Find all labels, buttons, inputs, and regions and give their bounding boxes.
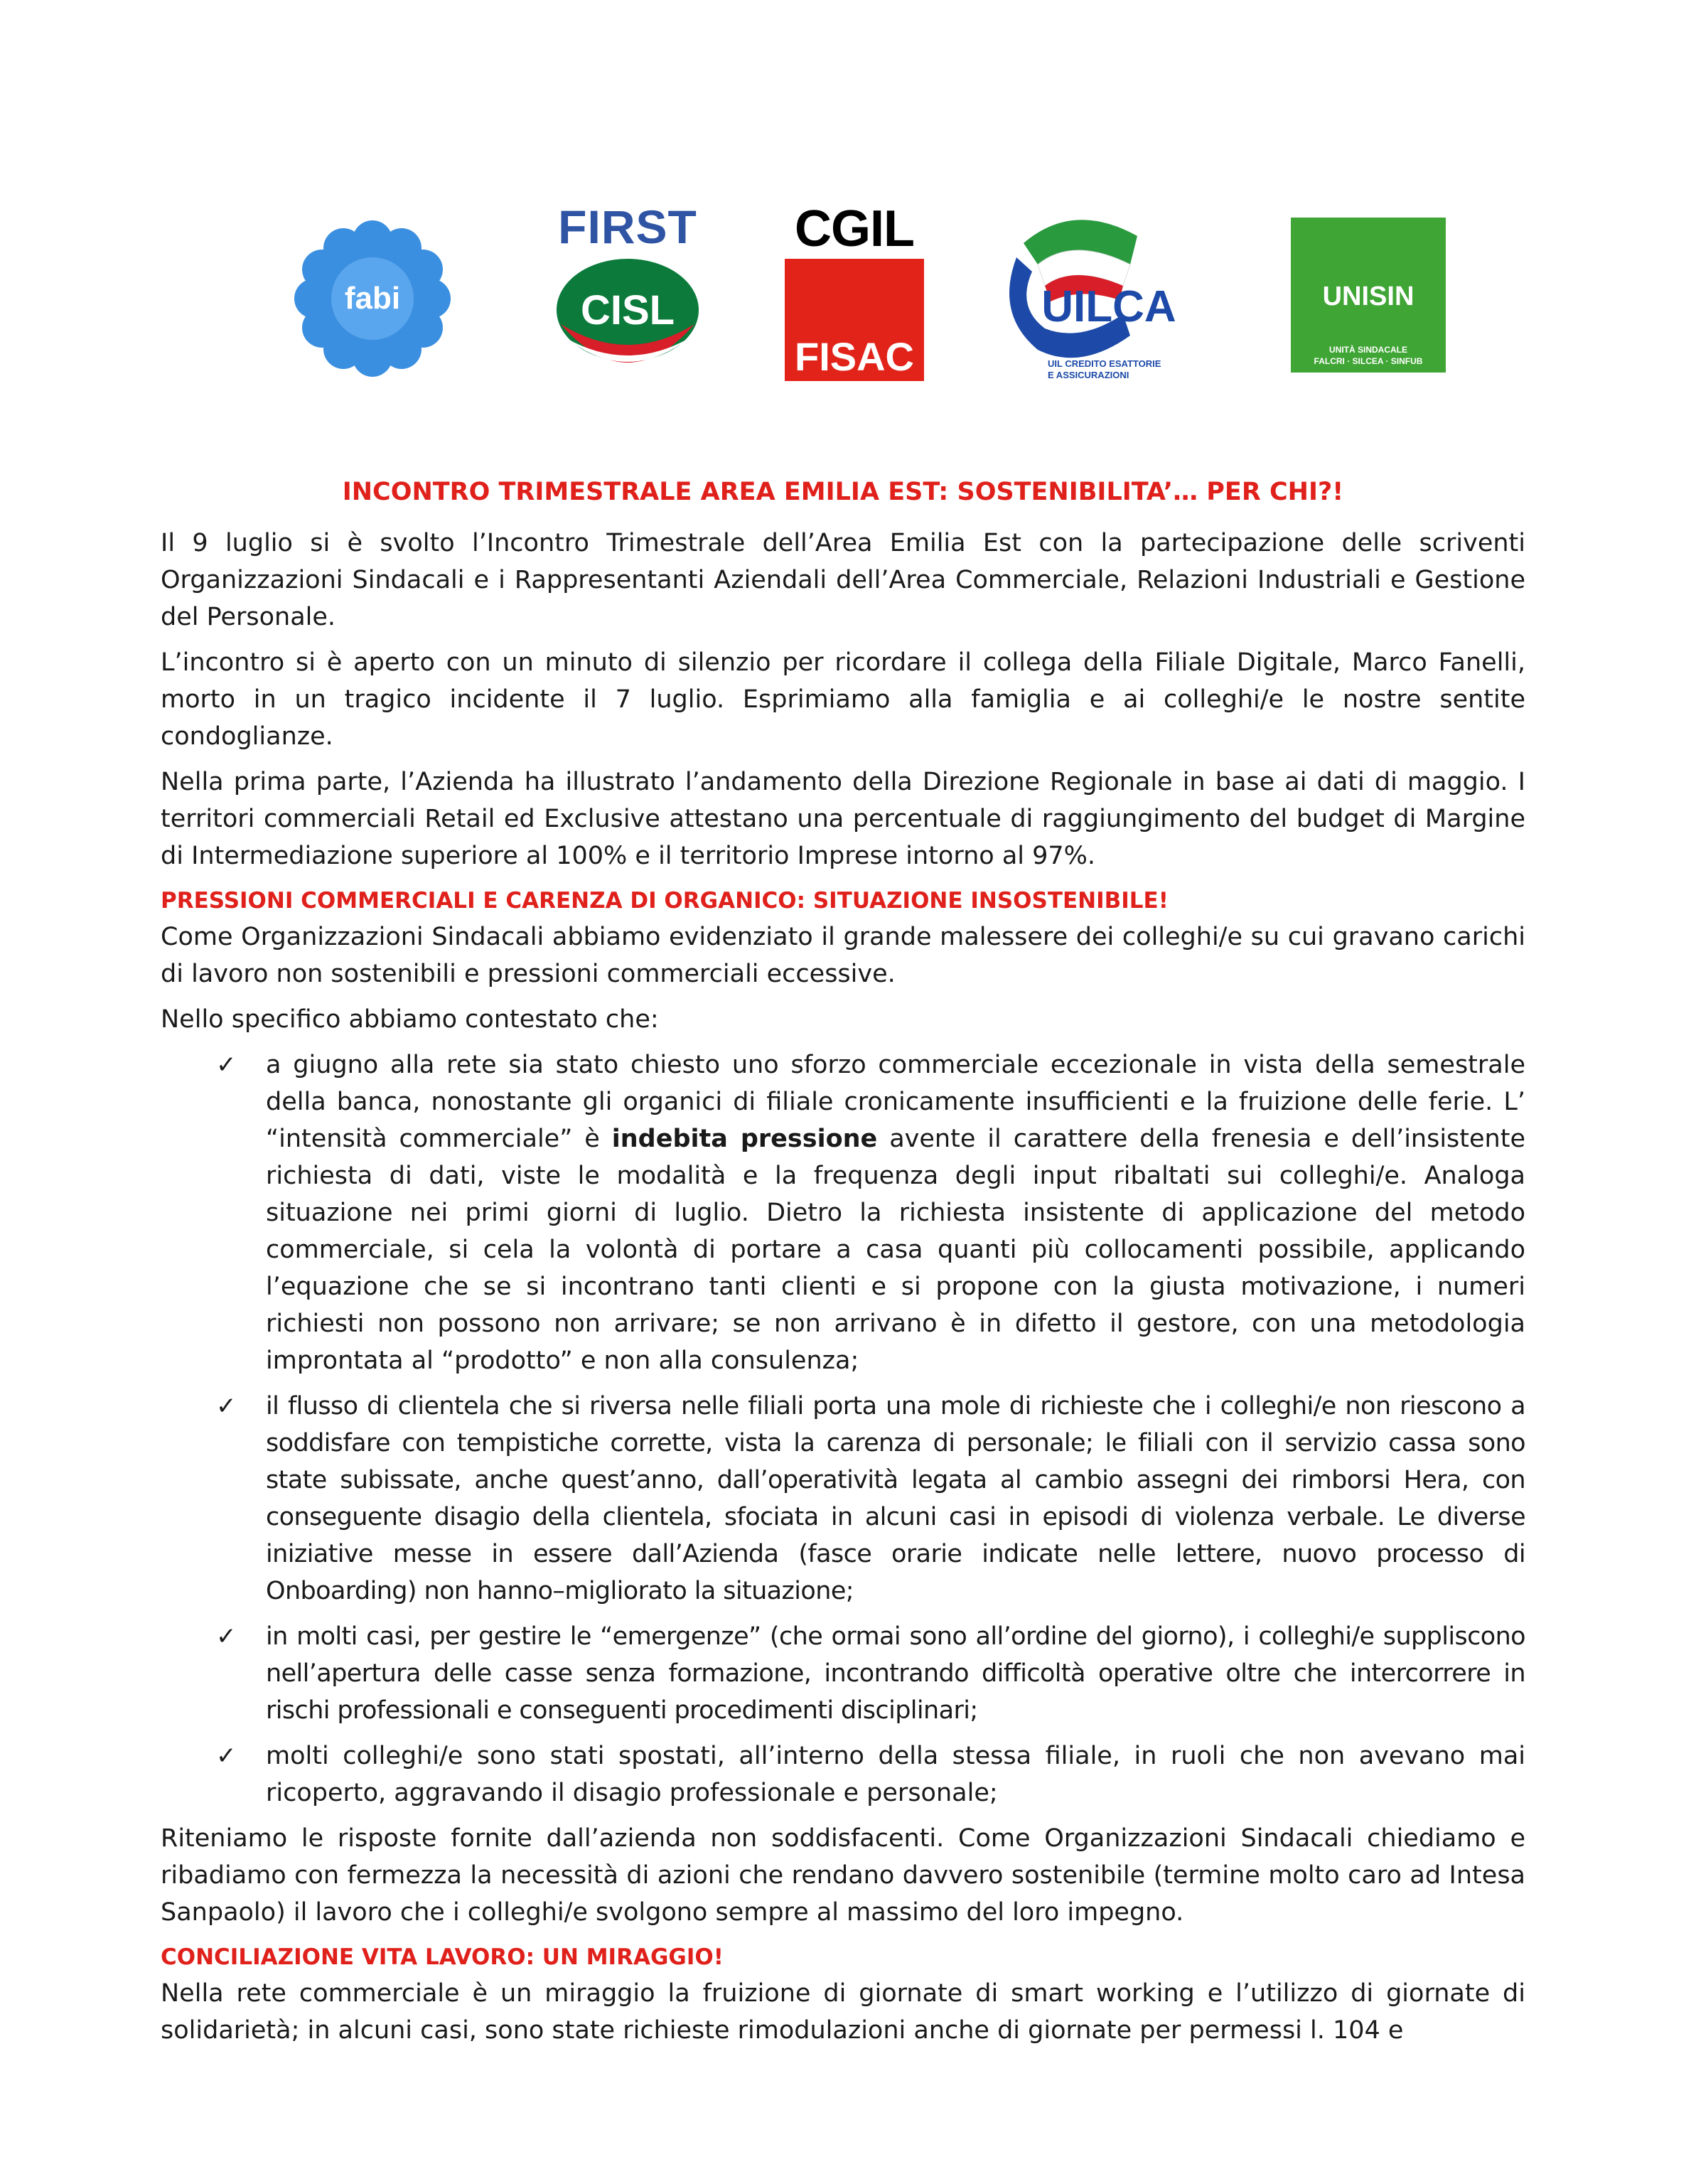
cisl-wordmark: CISL	[580, 287, 675, 333]
check-icon: ✓	[216, 1392, 236, 1420]
list-item-text: il flusso di clientela che si riversa nelle filiali porta una mole di richieste che i colleghi/e non riescono a soddisfare con tempistiche corrette, vista la carenza di personale; le filiali con il servizio cassa sono state subissate, anche quest’anno, dall’operatività legata al cambio assegni dei rimborsi Hera, con conseguente disagio della clientela, sfociata in alcuni casi in episodi di violenza verbale. Le diverse iniziative messe in essere dall’Azienda (fasce orarie indicate nelle lettere, nuovo processo di Onboarding) non hanno–migliorato la situazione;	[266, 1392, 1525, 1605]
cgil-wordmark: CGIL	[795, 200, 914, 257]
contested-points-list	[161, 1046, 1525, 1811]
unisin-subtitle	[1291, 344, 1446, 367]
union-logos-header	[0, 0, 1691, 427]
list-item	[216, 1388, 1525, 1610]
uilca-logo	[995, 208, 1208, 385]
document-title: INCONTRO TRIMESTRALE AREA EMILIA EST: SOSTENIBILITA’… PER CHI?!	[342, 478, 1344, 506]
check-icon: ✓	[216, 1742, 237, 1770]
uilca-emblem-icon	[995, 208, 1208, 385]
first-wordmark: FIRST	[558, 200, 697, 253]
check-icon: ✓	[216, 1622, 236, 1651]
section-heading-pressioni: PRESSIONI COMMERCIALI E CARENZA DI ORGANICO: SITUAZIONE INSOSTENIBILE!	[161, 888, 1169, 914]
first-cisl-logo	[549, 200, 706, 371]
fabi-wordmark: fabi	[344, 281, 401, 316]
fisac-wordmark: FISAC	[795, 334, 914, 379]
paragraph-results: Nella prima parte, l’Azienda ha illustrato l’andamento della Direzione Regionale in base ai dati di maggio. I territori commerciali Retail ed Exclusive attestano una percentuale di raggiungimento del budget di Margine di Intermediazione superiore al 100% e il territorio Imprese intorno al 97%.	[161, 768, 1525, 870]
paragraph-condolences: L’incontro si è aperto con un minuto di silenzio per ricordare il collega della Filiale Digitale, Marco Fanelli, morto in un tragico incidente il 7 luglio. Esprimiamo alla famiglia e ai colleghi/e le nostre sentite condoglianze.	[161, 648, 1525, 751]
check-icon: ✓	[216, 1051, 237, 1079]
section-pressioni-lead: Nello specifico abbiamo contestato che:	[161, 1005, 659, 1034]
list-item-text-end: avente il carattere della frenesia e dell’insistente richiesta di dati, viste le modalità e la frequenza degli input ribaltati sui colleghi/e. Analoga situazione nei primi giorni di luglio. Dietro la richiesta insistente di applicazione del metodo commerciale, si cela la volontà di portare a casa quanti più collocamenti possibile, applicando l’equazione che se si incontrano tanti clienti e si propone con la giusta motivazione, i numeri richiesti non possono non arrivare; se non arrivano è in difetto il gestore, con una metodologia improntata al “prodotto” e non alla consulenza;	[266, 1125, 1525, 1375]
list-item	[216, 1618, 1525, 1729]
paragraph-intro: Il 9 luglio si è svolto l’Incontro Trimestrale dell’Area Emilia Est con la partecipazione delle scriventi Organizzazioni Sindacali e i Rappresentanti Aziendali dell’Area Commerciale, Relazioni Industriali e Gestione del Personale.	[161, 529, 1525, 631]
uilca-subtitle-1: UIL CREDITO ESATTORIE	[1048, 358, 1161, 369]
section-pressioni-intro: Come Organizzazioni Sindacali abbiamo evidenziato il grande malessere dei colleghi/e su cui gravano carichi di lavoro non sostenibili e pressioni commerciali eccessive.	[161, 923, 1525, 988]
fisac-red-box	[785, 259, 924, 381]
unisin-subtitle-2: FALCRI · SILCEA · SINFUB	[1314, 356, 1423, 366]
list-item	[216, 1046, 1525, 1379]
uilca-subtitle-2: E ASSICURAZIONI	[1048, 370, 1129, 380]
uilca-wordmark: UILCA	[1041, 282, 1176, 331]
cisl-emblem-icon	[557, 259, 699, 373]
fabi-flower-icon	[287, 213, 458, 384]
section-conciliazione-text: Nella rete commerciale è un miraggio la fruizione di giornate di smart working e l’utilizzo di giornate di solidarietà; in alcuni casi, sono state richieste rimodulazioni anche di giornate per permessi l. 104 e	[161, 1979, 1525, 2045]
document-body	[161, 475, 1525, 2049]
list-item-text: molti colleghi/e sono stati spostati, all’interno della stessa filiale, in ruoli che non avevano mai ricoperto, aggravando il disagio professionale e personale;	[266, 1742, 1525, 1807]
unisin-logo	[1291, 218, 1446, 373]
cgil-fisac-logo	[785, 200, 924, 381]
fabi-logo	[287, 213, 458, 384]
section-heading-conciliazione: CONCILIAZIONE VITA LAVORO: UN MIRAGGIO!	[161, 1944, 724, 1970]
list-item-text-start: a giugno alla rete sia stato chiesto uno sforzo commerciale eccezionale in vista della semestrale della banca, nonostante gli organici di filiale cronicamente insufficienti e la fruizione delle ferie. L’ “intensità commerciale” è	[266, 1051, 1525, 1153]
section-pressioni-closing: Riteniamo le risposte fornite dall’azienda non soddisfacenti. Come Organizzazioni Sindacali chiediamo e ribadiamo con fermezza la necessità di azioni che rendano davvero sostenibile (termine molto caro ad Intesa Sanpaolo) il lavoro che i colleghi/e svolgono sempre al massimo del loro impegno.	[161, 1824, 1525, 1927]
unisin-subtitle-1: UNITÀ SINDACALE	[1329, 345, 1407, 355]
list-item	[216, 1738, 1525, 1811]
unisin-wordmark: UNISIN	[1322, 282, 1414, 311]
list-item-bold: indebita pressione	[611, 1125, 878, 1153]
list-item-text: in molti casi, per gestire le “emergenze” (che ormai sono all’ordine del giorno), i colleghi/e suppliscono nell’apertura delle casse senza formazione, incontrando difficoltà operative oltre che intercorrere in rischi professionali e conseguenti procedimenti disciplinari;	[266, 1622, 1525, 1725]
